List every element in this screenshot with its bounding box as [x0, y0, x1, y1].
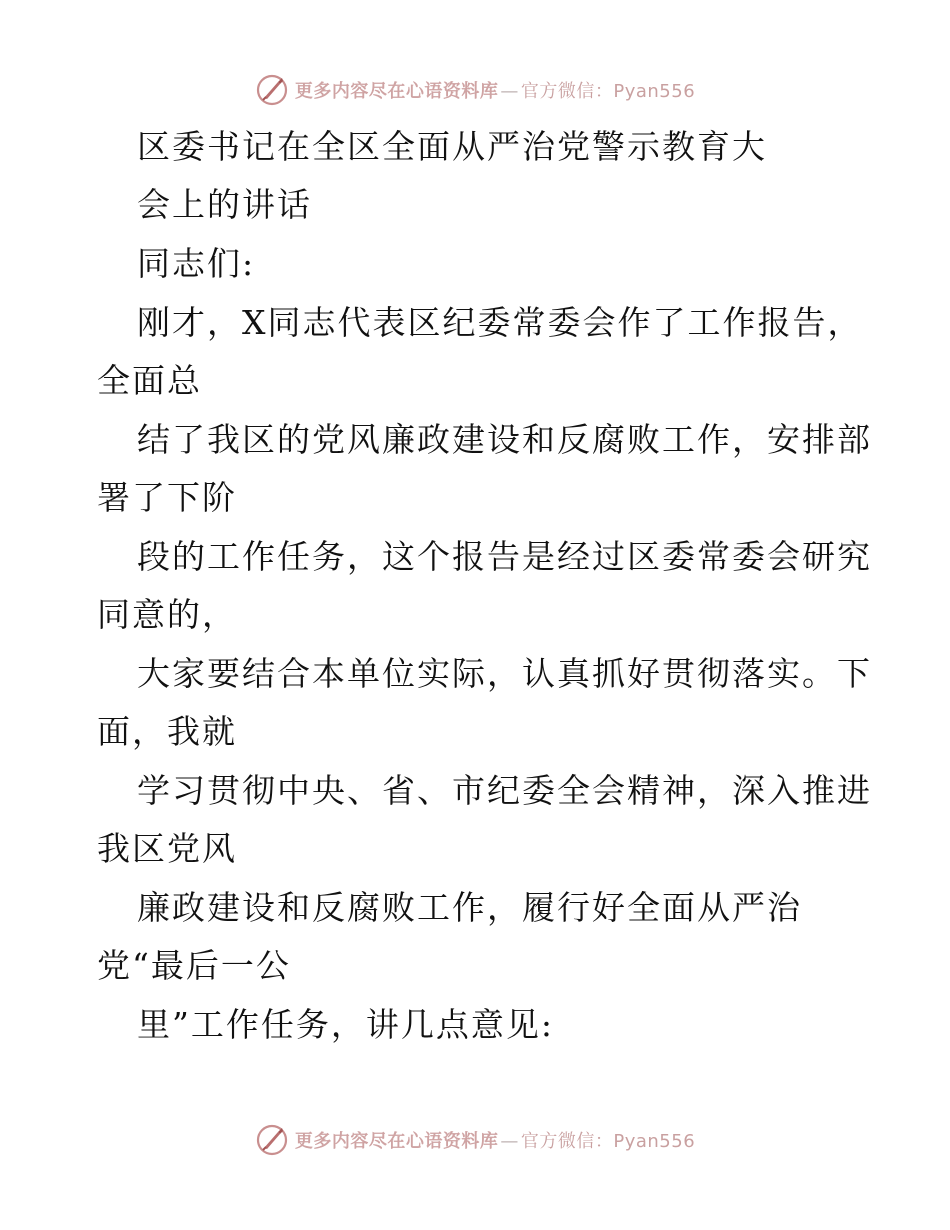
quill-pen-logo-icon: [255, 73, 289, 107]
watermark-account-text: 官方微信：Pyan556: [520, 1131, 696, 1152]
paragraph-line: 同意的，: [97, 595, 237, 634]
paragraph-line: 段的工作任务，这个报告是经过区委常委会研究: [137, 537, 872, 576]
salutation: 同志们:: [137, 244, 256, 283]
paragraph-line: 廉政建设和反腐败工作，履行好全面从严治: [137, 888, 802, 927]
paragraph-line: 全面总: [97, 361, 202, 400]
paragraph-line: 我区党风: [97, 829, 237, 868]
paragraph-line: 刚才，X同志代表区纪委常委会作了工作报告，: [137, 303, 863, 342]
quill-pen-logo-icon: [255, 1123, 289, 1157]
watermark-main-text: 更多内容尽在心语资料库: [294, 81, 499, 102]
watermark-separator: —: [500, 1131, 519, 1152]
paragraph-line: 大家要结合本单位实际，认真抓好贯彻落实。下: [137, 654, 872, 693]
title-line-2: 会上的讲话: [137, 185, 312, 224]
paragraph-line: 里”工作任务，讲几点意见:: [137, 1005, 554, 1044]
watermark-banner-top: [0, 70, 950, 110]
paragraph-line: 党“最后一公: [97, 946, 291, 985]
paragraph-line: 学习贯彻中央、省、市纪委全会精神，深入推进: [137, 771, 872, 810]
watermark-account-text: 官方微信：Pyan556: [520, 81, 696, 102]
title-line-1: 区委书记在全区全面从严治党警示教育大: [137, 127, 767, 166]
paragraph-line: 署了下阶: [97, 478, 237, 517]
watermark-banner-bottom: [0, 1120, 950, 1160]
paragraph-line: 面，我就: [97, 712, 237, 751]
paragraph-line: 结了我区的党风廉政建设和反腐败工作，安排部: [137, 420, 872, 459]
watermark-separator: —: [500, 81, 519, 102]
watermark-main-text: 更多内容尽在心语资料库: [294, 1131, 499, 1152]
